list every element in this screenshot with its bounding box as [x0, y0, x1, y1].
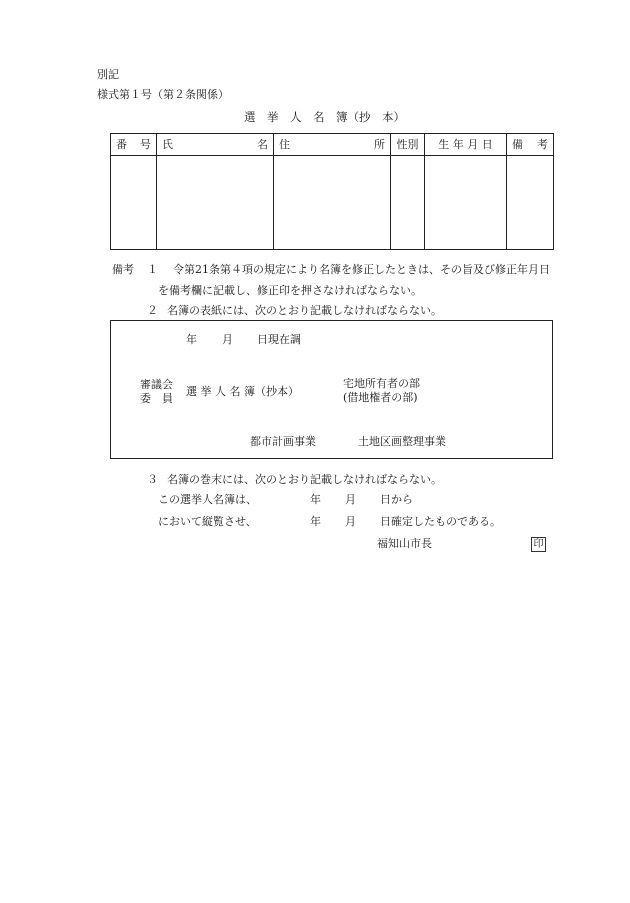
- closing-line2-suffix: 日確定したものである。: [380, 515, 501, 528]
- note1-line2: を備考欄に記載し、修正印を押さなければならない。: [158, 284, 422, 297]
- cover-project1: 都市計画事業: [250, 435, 316, 448]
- table-row: [111, 156, 554, 250]
- cover-owners: 宅地所有者の部: [343, 377, 420, 390]
- col-remarks: 備 考: [507, 134, 554, 156]
- note3-text: 名簿の巻末には、次のとおり記載しなければならない。: [167, 473, 442, 486]
- document-title: 選 挙 人 名 簿（抄 本）: [244, 110, 405, 124]
- cover-project2: 土地区画整理事業: [358, 435, 446, 448]
- cover-month: 月: [222, 333, 233, 346]
- closing-month-1: 月: [345, 493, 356, 506]
- col-birthdate: 生 年 月 日: [425, 134, 507, 156]
- seal-icon: 印: [531, 537, 546, 552]
- cover-roll-name: 選 挙 人 名 簿（抄本）: [186, 385, 299, 398]
- cover-committee-line2: 委 員: [140, 392, 173, 405]
- cover-box: [110, 320, 553, 459]
- note1-number: １: [147, 263, 158, 276]
- closing-month-2: 月: [345, 515, 356, 528]
- cover-committee-line1: 審議会: [140, 378, 173, 391]
- annex-label: 別記: [97, 68, 119, 81]
- note3-number: ３: [147, 473, 158, 486]
- note2-number: ２: [147, 304, 158, 317]
- cover-year: 年: [186, 333, 197, 346]
- note2-text: 名簿の表紙には、次のとおり記載しなければならない。: [167, 304, 442, 317]
- closing-line1-suffix: 日から: [380, 493, 413, 506]
- closing-line2-prefix: において縦覧させ、: [158, 515, 257, 528]
- col-gender: 性別: [391, 134, 425, 156]
- closing-year-2: 年: [310, 515, 321, 528]
- cover-day-current: 日現在調: [257, 333, 301, 346]
- form-number: 様式第１号（第２条関係）: [97, 88, 229, 101]
- table-header-row: [111, 134, 554, 156]
- col-number: 番 号: [111, 134, 157, 156]
- closing-mayor: 福知山市長: [377, 537, 432, 550]
- notes-label: 備考: [112, 263, 134, 276]
- register-table: [110, 133, 554, 250]
- col-address: 住 所: [274, 134, 391, 156]
- closing-year-1: 年: [310, 493, 321, 506]
- col-name: 氏 名: [157, 134, 274, 156]
- closing-line1-prefix: この選挙人名簿は、: [158, 493, 257, 506]
- note1-line1: 令第21条第４項の規定により名簿を修正したときは、その旨及び修正年月日: [173, 263, 550, 276]
- cover-lessees: (借地権者の部): [343, 391, 418, 404]
